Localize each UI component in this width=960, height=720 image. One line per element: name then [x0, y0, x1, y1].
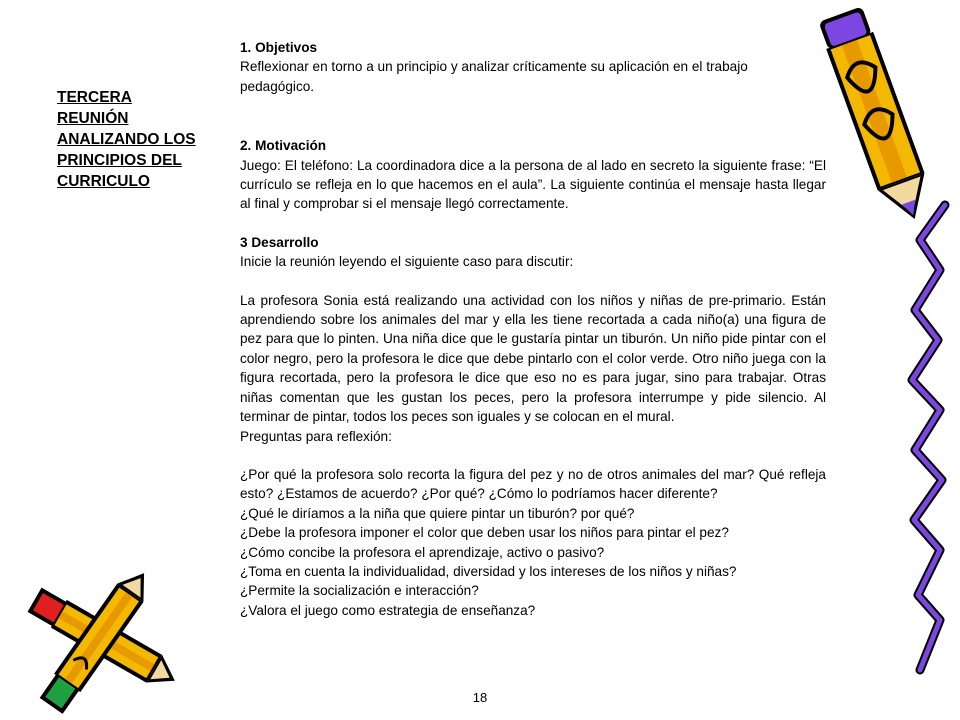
section-heading-motivacion: 2. Motivación	[240, 138, 327, 154]
title-line: TERCERA	[57, 89, 132, 106]
question-item: ¿Cómo concibe la profesora el aprendizaje, activo o pasivo?	[240, 544, 605, 560]
title-line: CURRICULO	[57, 173, 150, 190]
purple-scribble	[900, 200, 960, 680]
motivacion-text: Juego: El teléfono: La coordinadora dice a la persona de al lado en secreto la siguiente frase: “El currículo se refleja en lo que hacemos en el aula”. La siguiente continúa el mensaje hasta llegar al final y comprobar si el mensaje llegó correctamente.	[240, 157, 826, 212]
title-line: ANALIZANDO LOS	[57, 131, 196, 148]
objetivos-text: Reflexionar en torno a un principio y analizar críticamente su aplicación en el trabajo pedagógico.	[240, 59, 748, 94]
question-item: ¿Debe la profesora imponer el color que deben usar los niños para pintar el pez?	[240, 525, 729, 541]
page-number: 18	[472, 690, 488, 705]
document-body	[240, 38, 826, 620]
section-heading-desarrollo: 3 Desarrollo	[240, 234, 319, 250]
question-item: ¿Por qué la profesora solo recorta la figura del pez y no de otros animales del mar? Qué refleja esto? ¿Estamos de acuerdo? ¿Por qué? ¿Cómo lo podríamos hacer diferente?	[240, 466, 826, 502]
question-item: ¿Permite la socialización e interacción?	[240, 583, 479, 599]
pencil-icon	[800, 0, 950, 230]
desarrollo-intro: Inicie la reunión leyendo el siguiente caso para discutir:	[240, 254, 574, 270]
questions-label: Preguntas para reflexión:	[240, 428, 392, 444]
title-line: REUNIÓN	[57, 110, 129, 127]
title-line: PRINCIPIOS DEL	[57, 152, 182, 169]
crossed-pencils-icon	[0, 570, 190, 720]
question-item: ¿Valora el juego como estrategia de enseñanza?	[240, 602, 536, 618]
case-text: La profesora Sonia está realizando una actividad con los niños y niñas de pre-primario. Están aprendiendo sobre los animales del mar y ella les tiene recortada a cada niño(a) una figura de pez para que lo pinten. Una niña dice que le gustaría pintar un tiburón. Un niño pide pintar con el color negro, pero la profesora le dice que debe pintarlo con el color verde. Otro niño juega con la figura recortada, pero la profesora le dice que eso no es para jugar, sino para trabajar. Otras niñas comentan que les gustan los peces, pero la profesora interrumpe y pide silencio. Al terminar de pintar, todos los peces son iguales y se colocan en el mural.	[240, 292, 826, 425]
section-heading-objetivos: 1. Objetivos	[240, 40, 318, 55]
page-title	[57, 87, 227, 192]
question-item: ¿Qué le diríamos a la niña que quiere pintar un tiburón? por qué?	[240, 505, 635, 521]
question-item: ¿Toma en cuenta la individualidad, diversidad y los intereses de los niños y niñas?	[240, 563, 737, 579]
